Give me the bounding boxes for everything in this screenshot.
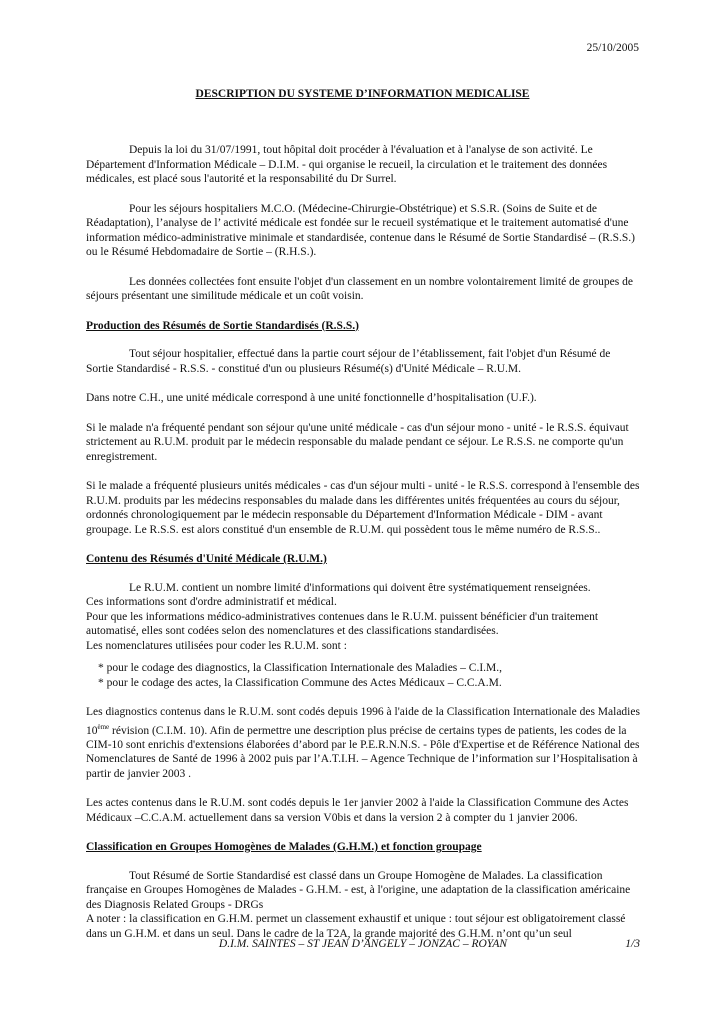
ghm-line-2: A noter : la classification en G.H.M. permet un classement exhaustif et unique : tout séjour est obligatoirement classé dans un G.H.M. et dans un seul. Dans le cadre de la T2A, la grande majorité des G.H.M. n’ont qu’un seul [86, 913, 626, 940]
section-heading-rss: Production des Résumés de Sortie Standardisés (R.S.S.) [86, 319, 359, 332]
document-title: DESCRIPTION DU SYSTEME D’INFORMATION MEDICALISE [195, 88, 530, 100]
rum-line-1: Le R.U.M. contient un nombre limité d'informations qui doivent être systématiquement renseignées. [129, 581, 591, 594]
rum-line-2: Ces informations sont d'ordre administratif et médical. [86, 596, 337, 608]
list-item: * pour le codage des diagnostics, la Classification Internationale des Maladies – C.I.M., [98, 662, 502, 674]
rss-paragraph-1: Tout séjour hospitalier, effectué dans la partie court séjour de l’établissement, fait l'objet d'un Résumé de Sortie Standardisé - R.S.S. - constitué d'un ou plusieurs Résumé(s) d'Unité Médicale – R.U.M. [86, 348, 611, 375]
section-heading-ghm: Classification en Groupes Homogènes de Malades (G.H.M.) et fonction groupage [86, 841, 482, 854]
rum-line-3: Pour que les informations médico-administratives contenues dans le R.U.M. puissent bénéficier d'un traitement automatisé, elles sont codées selon des nomenclatures et des classifications standardisées. [86, 610, 599, 637]
intro-paragraph-3: Les données collectées font ensuite l'objet d'un classement en un nombre volontairement limité de groupes de séjours présentant une similitude médicale et un coût voisin. [86, 275, 633, 302]
rum-actes-paragraph: Les actes contenus dans le R.U.M. sont codés depuis le 1er janvier 2002 à l'aide la Classification Commune des Actes Médicaux –C.C.A.M. actuellement dans sa version V0bis et dans la version 2 à compter du 1 janvier 2006. [86, 797, 629, 824]
rss-paragraph-2: Dans notre C.H., une unité médicale correspond à une unité fonctionnelle d’hospitalisation (U.F.). [86, 392, 537, 404]
footer-text: D.I.M. SAINTES – ST JEAN D’ANGELY – JONZAC – ROYAN [218, 938, 508, 950]
intro-paragraph-2: Pour les séjours hospitaliers M.C.O. (Médecine-Chirurgie-Obstétrique) et S.S.R. (Soins de Suite et de Réadaptation), l’analyse de l’ activité médicale est fondée sur le recueil systématique et le traitement automatisé d'une information médico-administrative minimale et standardisée, contenue dans le Résumé de Sortie Standardisé – (R.S.S.) ou le Résumé Hebdomadaire de Sortie – (R.H.S.). [86, 202, 635, 258]
section-heading-rum: Contenu des Résumés d'Unité Médicale (R.U.M.) [86, 553, 327, 565]
list-item: * pour le codage des actes, la Classification Commune des Actes Médicaux – C.C.A.M. [98, 676, 502, 689]
document-date: 25/10/2005 [586, 42, 639, 54]
rum-line-4: Les nomenclatures utilisées pour coder les R.U.M. sont : [86, 639, 347, 652]
rss-paragraph-3: Si le malade n'a fréquenté pendant son séjour qu'une unité médicale - cas d'un séjour mono - unité - le R.S.S. équivaut strictement au R.U.M. produit par le médecin responsable du malade pendant ce séjour. Le R.S.S. ne comporte qu'un enregistrement. [86, 421, 629, 463]
rss-paragraph-4: Si le malade a fréquenté plusieurs unités médicales - cas d'un séjour multi - unité - le R.S.S. correspond à l'ensemble des R.U.M. produits par les médecins responsables du malade dans les différentes unités fréquentées au cours du séjour, ordonnés chronologiquement par le médecin responsable du Département d'Information Médicale - DIM - avant groupage. Le R.S.S. est alors constitué d'un ensemble de R.U.M. qui possèdent tous le même numéro de R.S.S.. [86, 480, 640, 536]
rum-diagnostics-paragraph: Les diagnostics contenus dans le R.U.M. sont codés depuis 1996 à l'aide de la Classification Internationale des Maladies 10ème révision (C.I.M. 10). Afin de permettre une description plus précise de certains types de patients, les codes de la CIM-10 sont enrichis d'extensions élaborées d’abord par le P.E.R.N.N.S. - Pôle d'Expertise et de Référence National des Nomenclatures de Santé de 1996 à 2002 puis par l’A.T.I.H. – Agence Technique de l’information sur l’Hospitalisation à partir de janvier 2003 . [86, 706, 640, 780]
document-body [86, 143, 640, 941]
intro-paragraph-1: Depuis la loi du 31/07/1991, tout hôpital doit procéder à l'évaluation et à l'analyse de son activité. Le Département d'Information Médicale – D.I.M. - qui organise le recueil, la circulation et le traitement des données médicales, est placé sous l'autorité et la responsabilité du Dr Surrel. [86, 144, 608, 185]
page-footer [86, 938, 640, 950]
nomenclature-list [86, 661, 640, 690]
page-number: 1/3 [625, 938, 640, 950]
ghm-line-1: Tout Résumé de Sortie Standardisé est classé dans un Groupe Homogène de Malades. La classification française en Groupes Homogènes de Malades - G.H.M. - est, à l'origine, une adaptation de la classification américaine des Diagnosis Related Groups - DRGs [86, 869, 631, 911]
